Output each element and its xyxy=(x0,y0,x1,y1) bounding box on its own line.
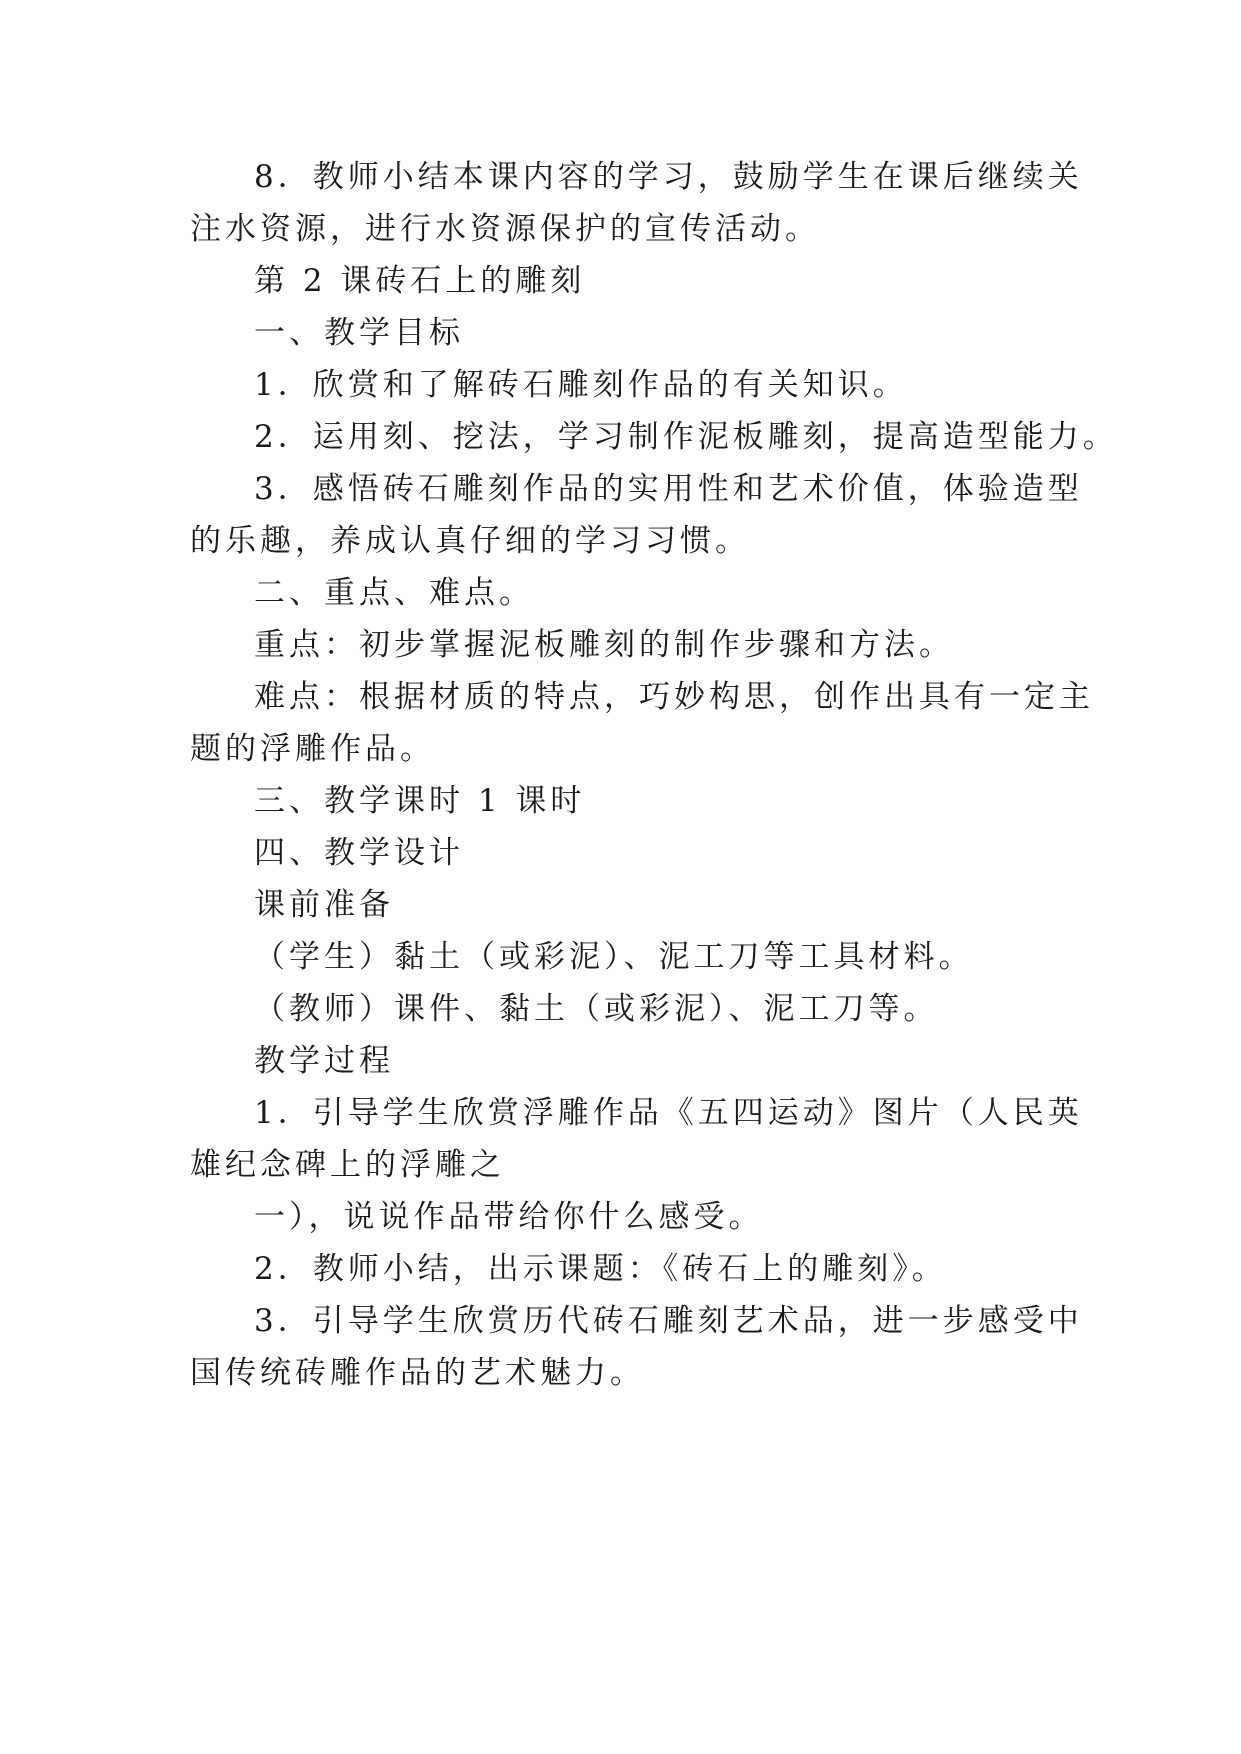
paragraph-line: 的乐趣，养成认真仔细的学习习惯。 xyxy=(190,523,750,559)
subsection-heading: 课前准备 xyxy=(254,887,394,923)
paragraph-line: 1．欣赏和了解砖石雕刻作品的有关知识。 xyxy=(254,367,908,403)
paragraph-line: （学生）黏土（或彩泥）、泥工刀等工具材料。 xyxy=(254,939,974,975)
paragraph-line: 8．教师小结本课内容的学习，鼓励学生在课后继续关 xyxy=(254,159,1083,195)
paragraph-line: 注水资源，进行水资源保护的宣传活动。 xyxy=(190,211,820,247)
paragraph-line: 3．引导学生欣赏历代砖石雕刻艺术品，进一步感受中 xyxy=(254,1303,1083,1339)
paragraph-line: 题的浮雕作品。 xyxy=(190,731,435,767)
subsection-heading: 教学过程 xyxy=(254,1043,394,1079)
paragraph-line: 2．运用刻、挖法，学习制作泥板雕刻，提高造型能力。 xyxy=(254,419,1118,455)
paragraph-line: 难点：根据材质的特点，巧妙构思，创作出具有一定主 xyxy=(254,679,1094,715)
section-heading: 四、教学设计 xyxy=(254,835,464,871)
paragraph-line: （教师）课件、黏土（或彩泥）、泥工刀等。 xyxy=(254,991,939,1027)
section-heading: 二、重点、难点。 xyxy=(254,575,534,611)
paragraph-line: 雄纪念碑上的浮雕之 xyxy=(190,1147,505,1183)
section-heading: 一、教学目标 xyxy=(254,315,464,351)
paragraph-line: 重点：初步掌握泥板雕刻的制作步骤和方法。 xyxy=(254,627,954,663)
paragraph-line: 2．教师小结，出示课题：《砖石上的雕刻》。 xyxy=(254,1251,947,1287)
paragraph-line: 一），说说作品带给你什么感受。 xyxy=(254,1199,764,1235)
paragraph-line: 3．感悟砖石雕刻作品的实用性和艺术价值，体验造型 xyxy=(254,471,1083,507)
paragraph-line: 国传统砖雕作品的艺术魅力。 xyxy=(190,1355,645,1391)
paragraph-line: 1．引导学生欣赏浮雕作品《五四运动》图片（人民英 xyxy=(254,1095,1083,1131)
section-heading: 三、教学课时 1 课时 xyxy=(254,783,586,819)
lesson-title: 第 2 课砖石上的雕刻 xyxy=(254,263,586,299)
